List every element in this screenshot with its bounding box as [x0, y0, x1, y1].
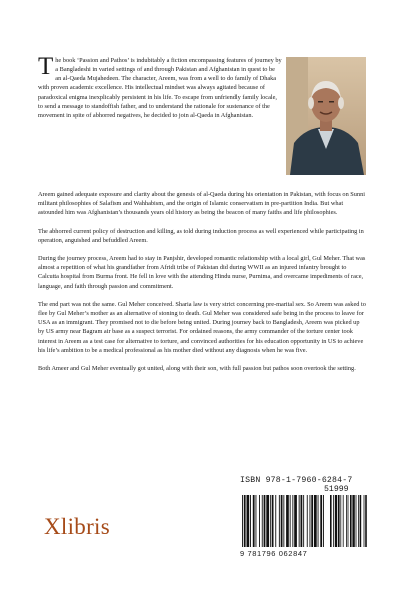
price-code: 51999 — [324, 485, 349, 494]
description-paragraph: The end part was not the same. Gul Meher conceived. Sharia law is very strict concerning pre-marital sex. So Areem was asked to flee by Gul Meher’s mother as an alternative of stoning to death. Gul Meher was considered safe being in the process to leave for USA as an immigrant. They promised not to die before being united. During journey back to Bangladesh, Areem was picked up by US army near Bagram air base as a suspect terrorist. For ordained reasons, the army commander of the torture center took interest in Areem as a test case for alternative to torture, and convinced authorities for his education opportunity in US to achieve his life’s ambition to be a medical professional as his mother died without any diagnosis when he was five. — [38, 300, 366, 354]
description-paragraph: During the journey process, Areem had to stay in Panjshir, developed romantic relationship with a local girl, Gul Meher. That was almost a repetition of what his grandfather from Afridi tribe of Pakistan did during WWII as an injured infantry brought to Calcutta hospital from Burma front. He fell in love with the attending Hindu nurse, Purnima, and overcame impediments of race, language, and faith through passion and commitment. — [38, 255, 366, 290]
drop-cap: T — [38, 53, 54, 80]
description-paragraph: Areem gained adequate exposure and clarity about the genesis of al-Qaeda during his orientation in Pakistan, with focus on Sunni militant philosophies of Salafism and Wahhabism, and the origin of Islamic conservatism in pre-partition India. But what astounded him was Afghanistan’s thousands years old history as being the beacon of many faiths and life philosophies. — [38, 191, 365, 217]
barcode-digits: 9 781796 062847 — [240, 549, 308, 558]
barcode-icon — [240, 495, 368, 549]
intro-text: he book ‘Passion and Pathos’ is indubitably a fiction encompassing features of journey by a Bangladeshi in varied settings of and through Pakistan and Afghanistan in quest to be an al-Qaeda Mujahedeen. The character, Areem, was from a well to do family of Dhaka with proven academic excellence. His intellectual mindset was always agitated because of paradoxical enigma inexplicably persistent in his life. To escape from unfriendly family locale, to send a message to standoffish father, and to understand the rationale for sustenance of the movement in spite of abhorred negatives, he decided to join al-Qaeda in Afghanistan. — [38, 57, 282, 119]
description-paragraph: Both Ameer and Gul Meher eventually got united, along with their son, with full passion but pathos soon overtook the setting. — [38, 365, 356, 373]
publisher-logo: Xlibris — [44, 514, 110, 539]
author-photo — [286, 57, 366, 175]
description-body — [38, 190, 366, 382]
author-portrait-icon — [286, 57, 366, 175]
isbn-label: ISBN 978-1-7960-6284-7 — [240, 476, 353, 485]
isbn-barcode-block — [240, 476, 368, 558]
intro-paragraph — [38, 53, 282, 120]
description-paragraph: The abhorred current policy of destruction and killing, as told during induction process as well experienced while participating in operation, anguished and befuddled Areem. — [38, 227, 364, 244]
